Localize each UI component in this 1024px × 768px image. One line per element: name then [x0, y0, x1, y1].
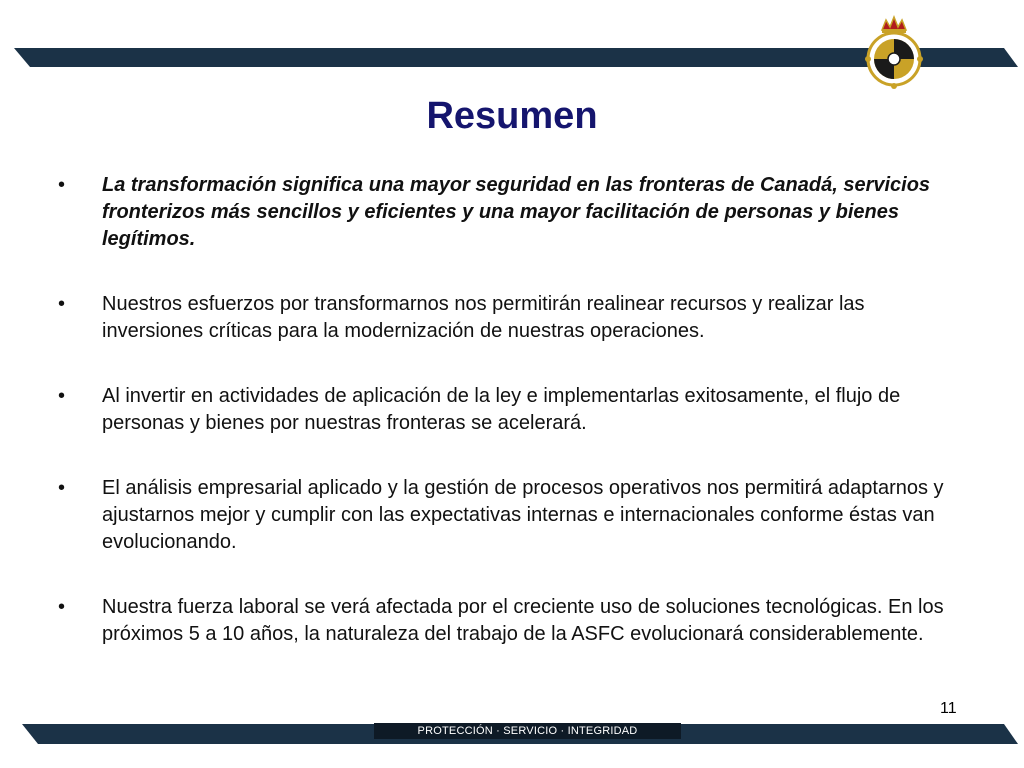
footer-motto: PROTECCIÓN · SERVICIO · INTEGRIDAD [374, 723, 681, 739]
bullet-list [58, 172, 958, 686]
agency-crest-icon [860, 14, 928, 90]
bullet-text: El análisis empresarial aplicado y la gestión de procesos operativos nos permitirá adaptarnos y ajustarnos mejor y cumplir con las expectativas internas e internacionales conforme éstas van evolucionando. [102, 477, 944, 553]
bullet-item [58, 291, 958, 345]
bullet-text: Nuestros esfuerzos por transformarnos nos permitirán realinear recursos y realizar las inversiones críticas para la modernización de nuestras operaciones. [102, 293, 865, 342]
bullet-text: Nuestra fuerza laboral se verá afectada por el creciente uso de soluciones tecnológicas. En los próximos 5 a 10 años, la naturaleza del trabajo de la ASFC evolucionará considerablemente. [102, 596, 944, 645]
bullet-item [58, 172, 958, 253]
bullet-marker: • [58, 174, 66, 196]
bullet-text: Al invertir en actividades de aplicación de la ley e implementarlas exitosamente, el flujo de personas y bienes por nuestras fronteras se acelerará. [102, 385, 901, 434]
bullet-marker: • [58, 477, 66, 499]
page-number: 11 [940, 700, 957, 717]
bullet-marker: • [58, 293, 66, 315]
bullet-item [58, 383, 958, 437]
bullet-text: La transformación significa una mayor seguridad en las fronteras de Canadá, servicios fronterizos más sencillos y eficientes y una mayor facilitación de personas y bienes legítimos. [102, 174, 931, 250]
bullet-marker: • [58, 596, 66, 618]
bullet-item [58, 475, 958, 556]
slide-title: Resumen [426, 95, 598, 137]
bullet-item [58, 594, 958, 648]
bullet-marker: • [58, 385, 66, 407]
